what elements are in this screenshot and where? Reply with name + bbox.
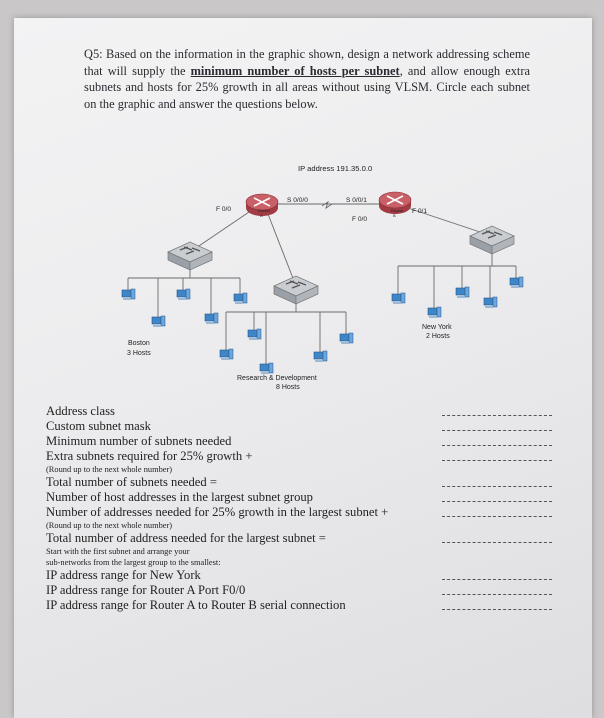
question-note: sub-networks from the largest group to the smallest: [46, 558, 221, 567]
ip-address-label: IP address 191.35.0.0 [298, 164, 373, 173]
pc-icon [456, 287, 469, 298]
pc-icon [260, 363, 273, 374]
question-label: Extra subnets required for 25% growth + [46, 449, 253, 463]
question-label: Number of addresses needed for 25% growth in the largest subnet + [46, 505, 389, 519]
boston-pcs [122, 289, 247, 327]
question-row [46, 531, 556, 546]
question-row [46, 434, 556, 449]
question-list [46, 404, 556, 613]
answer-blank[interactable] [442, 415, 552, 416]
question-label: Number of host addresses in the largest subnet group [46, 490, 313, 504]
boston-name: Boston [128, 340, 150, 347]
question-row [46, 598, 556, 613]
new-york-pcs [392, 277, 523, 318]
router-b-sub: B [393, 213, 396, 218]
question-row [46, 449, 556, 464]
switch-rnd-icon [274, 276, 318, 304]
router-a-label: Router [258, 208, 271, 213]
answer-blank[interactable] [442, 460, 552, 461]
question-row [46, 475, 556, 490]
switch-new-york-icon [470, 226, 514, 254]
rnd-hosts: 8 Hosts [276, 384, 300, 391]
question-row [46, 568, 556, 583]
pc-icon [392, 293, 405, 304]
pc-icon [122, 289, 135, 300]
pc-icon [205, 313, 218, 324]
rnd-pcs [220, 329, 353, 374]
answer-blank[interactable] [442, 501, 552, 502]
pc-icon [234, 293, 247, 304]
pc-icon [314, 351, 327, 362]
question-note: (Round up to the next whole number) [46, 465, 173, 474]
question-label: IP address range for New York [46, 568, 201, 582]
question-row [46, 490, 556, 505]
port-b-s001: S 0/0/1 [346, 197, 367, 204]
pc-icon [220, 349, 233, 360]
question-row [46, 583, 556, 598]
pc-icon [340, 333, 353, 344]
router-a-sub: A [260, 213, 263, 218]
answer-blank[interactable] [442, 542, 552, 543]
boston-hosts: 3 Hosts [127, 350, 151, 357]
switch-boston-icon [168, 242, 212, 270]
port-b-f00: F 0/0 [352, 216, 368, 223]
question-row [46, 464, 556, 475]
question-prefix: Q5: Based on the information in the graphic shown, design a network addressing scheme that will supply the [84, 47, 530, 78]
pc-icon [152, 316, 165, 327]
answer-blank[interactable] [442, 445, 552, 446]
answer-blank[interactable] [442, 486, 552, 487]
pc-icon [510, 277, 523, 288]
question-row [46, 419, 556, 434]
question-label: IP address range for Router A Port F0/0 [46, 583, 246, 597]
port-a-s000: S 0/0/0 [287, 197, 308, 204]
rnd-name: Research & Development [237, 375, 317, 382]
new-york-name: New York [422, 324, 452, 331]
port-a-f00: F 0/0 [216, 206, 232, 213]
question-row [46, 404, 556, 419]
question-label: IP address range for Router A to Router B serial connection [46, 598, 346, 612]
new-york-hosts: 2 Hosts [426, 333, 450, 340]
question-row [46, 546, 556, 557]
question-row [46, 520, 556, 531]
answer-blank[interactable] [442, 594, 552, 595]
pc-icon [428, 307, 441, 318]
question-row [46, 557, 556, 568]
question-note: (Round up to the next whole number) [46, 521, 173, 530]
question-note: Start with the first subnet and arrange your [46, 547, 190, 556]
answer-blank[interactable] [442, 516, 552, 517]
answer-blank[interactable] [442, 430, 552, 431]
answer-blank[interactable] [442, 579, 552, 580]
question-label: Minimum number of subnets needed [46, 434, 232, 448]
question-label: Address class [46, 404, 115, 418]
question-suffix: , and allow enough extra subnets and hosts for 25% growth in all areas without using VLSM. Circle each subnet on the graphic and answer the questions below. [84, 63, 531, 111]
question-label: Total number of address needed for the largest subnet = [46, 531, 326, 545]
answer-blank[interactable] [442, 609, 552, 610]
question-emphasis: minimum number of hosts per subnet [190, 63, 400, 78]
pc-icon [248, 329, 261, 340]
port-b-f01: F 0/1 [412, 208, 428, 215]
question-row [46, 505, 556, 520]
router-b-label: Router [391, 208, 404, 213]
question-label: Custom subnet mask [46, 419, 151, 433]
pc-icon [177, 289, 190, 300]
pc-icon [484, 297, 497, 308]
question-label: Total number of subnets needed = [46, 475, 217, 489]
